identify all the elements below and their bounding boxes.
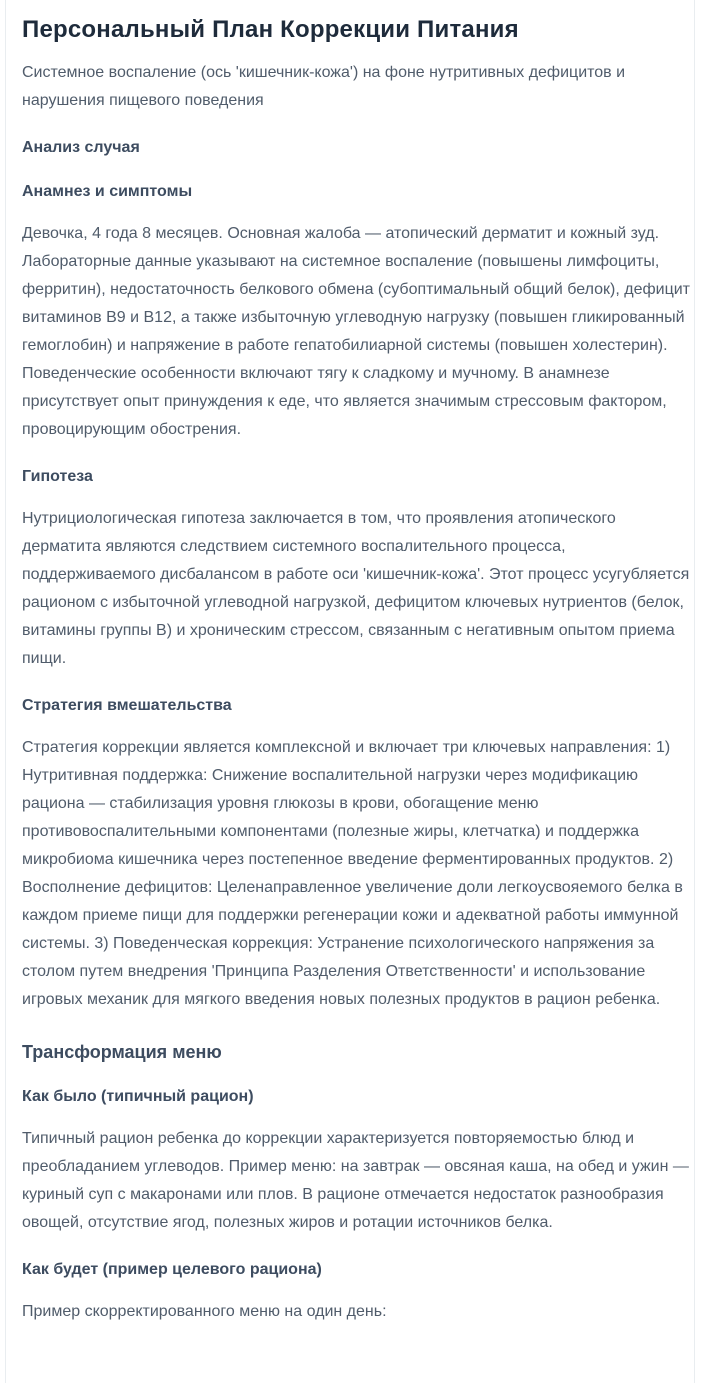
section-heading-case-analysis: Анализ случая [22,139,140,157]
subsection-heading-target-diet: Как будет (пример целевого рациона) [22,1260,322,1278]
subsection-heading-intervention-strategy: Стратегия вмешательства [22,696,232,714]
subsection-heading-anamnesis: Анамнез и симптомы [22,183,193,201]
subsection-heading-typical-diet: Как было (типичный рацион) [22,1087,254,1105]
document-subtitle: Системное воспаление (ось 'кишечник-кожа') на фоне нутритивных дефицитов и нарушения пищевого поведения [22,64,626,110]
section-menu-transformation [22,1041,690,1326]
section-heading-menu-transformation: Трансформация меню [22,1041,222,1062]
paragraph-typical-diet: Типичный рацион ребенка до коррекции характеризуется повторяемостью блюд и преобладанием углеводов. Пример меню: на завтрак — овсяная каша, на обед и ужин — куриный суп с макаронами или плов. В рационе отмечается недостаток разнообразия овощей, отсутствие ягод, полезных жиров и ротации источников белка. [22,1129,689,1231]
paragraph-hypothesis: Нутрициологическая гипотеза заключается в том, что проявления атопического дерматита являются следствием системного воспалительного процесса, поддерживаемого дисбалансом в работе оси 'кишечник-кожа'. Этот процесс усугубляется рационом с избыточной углеводной нагрузкой, дефицитом ключевых нутриентов (белок, витамины группы B) и хроническим стрессом, связанным с негативным опытом приема пищи. [22,509,690,667]
nutrition-plan-document [5,0,695,1383]
page-title: Персональный План Коррекции Питания [22,16,519,43]
subsection-heading-hypothesis: Гипотеза [22,467,93,485]
paragraph-anamnesis: Девочка, 4 года 8 месяцев. Основная жалоба — атопический дерматит и кожный зуд. Лабораторные данные указывают на системное воспаление (повышены лимфоциты, ферритин), недостаточность белкового обмена (субоптимальный общий белок), дефицит витаминов B9 и B12, а также избыточную углеводную нагрузку (повышен гликированный гемоглобин) и напряжение в работе гепатобилиарной системы (повышен холестерин). Поведенческие особенности включают тягу к сладкому и мучному. В анамнезе присутствует опыт принуждения к еде, что является значимым стрессовым фактором, провоцирующим обострения. [22,224,690,438]
paragraph-intervention-strategy: Стратегия коррекции является комплексной и включает три ключевых направления: 1) Нутритивная поддержка: Снижение воспалительной нагрузки через модификацию рациона — стабилизация уровня глюкозы в крови, обогащение меню противовоспалительными компонентами (полезные жиры, клетчатка) и поддержка микробиома кишечника через постепенное введение ферментированных продуктов. 2) Восполнение дефицитов: Целенаправленное увеличение доли легкоусвояемого белка в каждом приеме пищи для поддержки регенерации кожи и адекватной работы иммунной системы. 3) Поведенческая коррекция: Устранение психологического напряжения за столом путем внедрения 'Принципа Разделения Ответственности' и использование игровых механик для мягкого введения новых полезных продуктов в рацион ребенка. [22,738,683,1008]
section-case-analysis [22,138,690,1013]
paragraph-target-diet-intro: Пример скорректированного меню на один день: [22,1302,387,1320]
